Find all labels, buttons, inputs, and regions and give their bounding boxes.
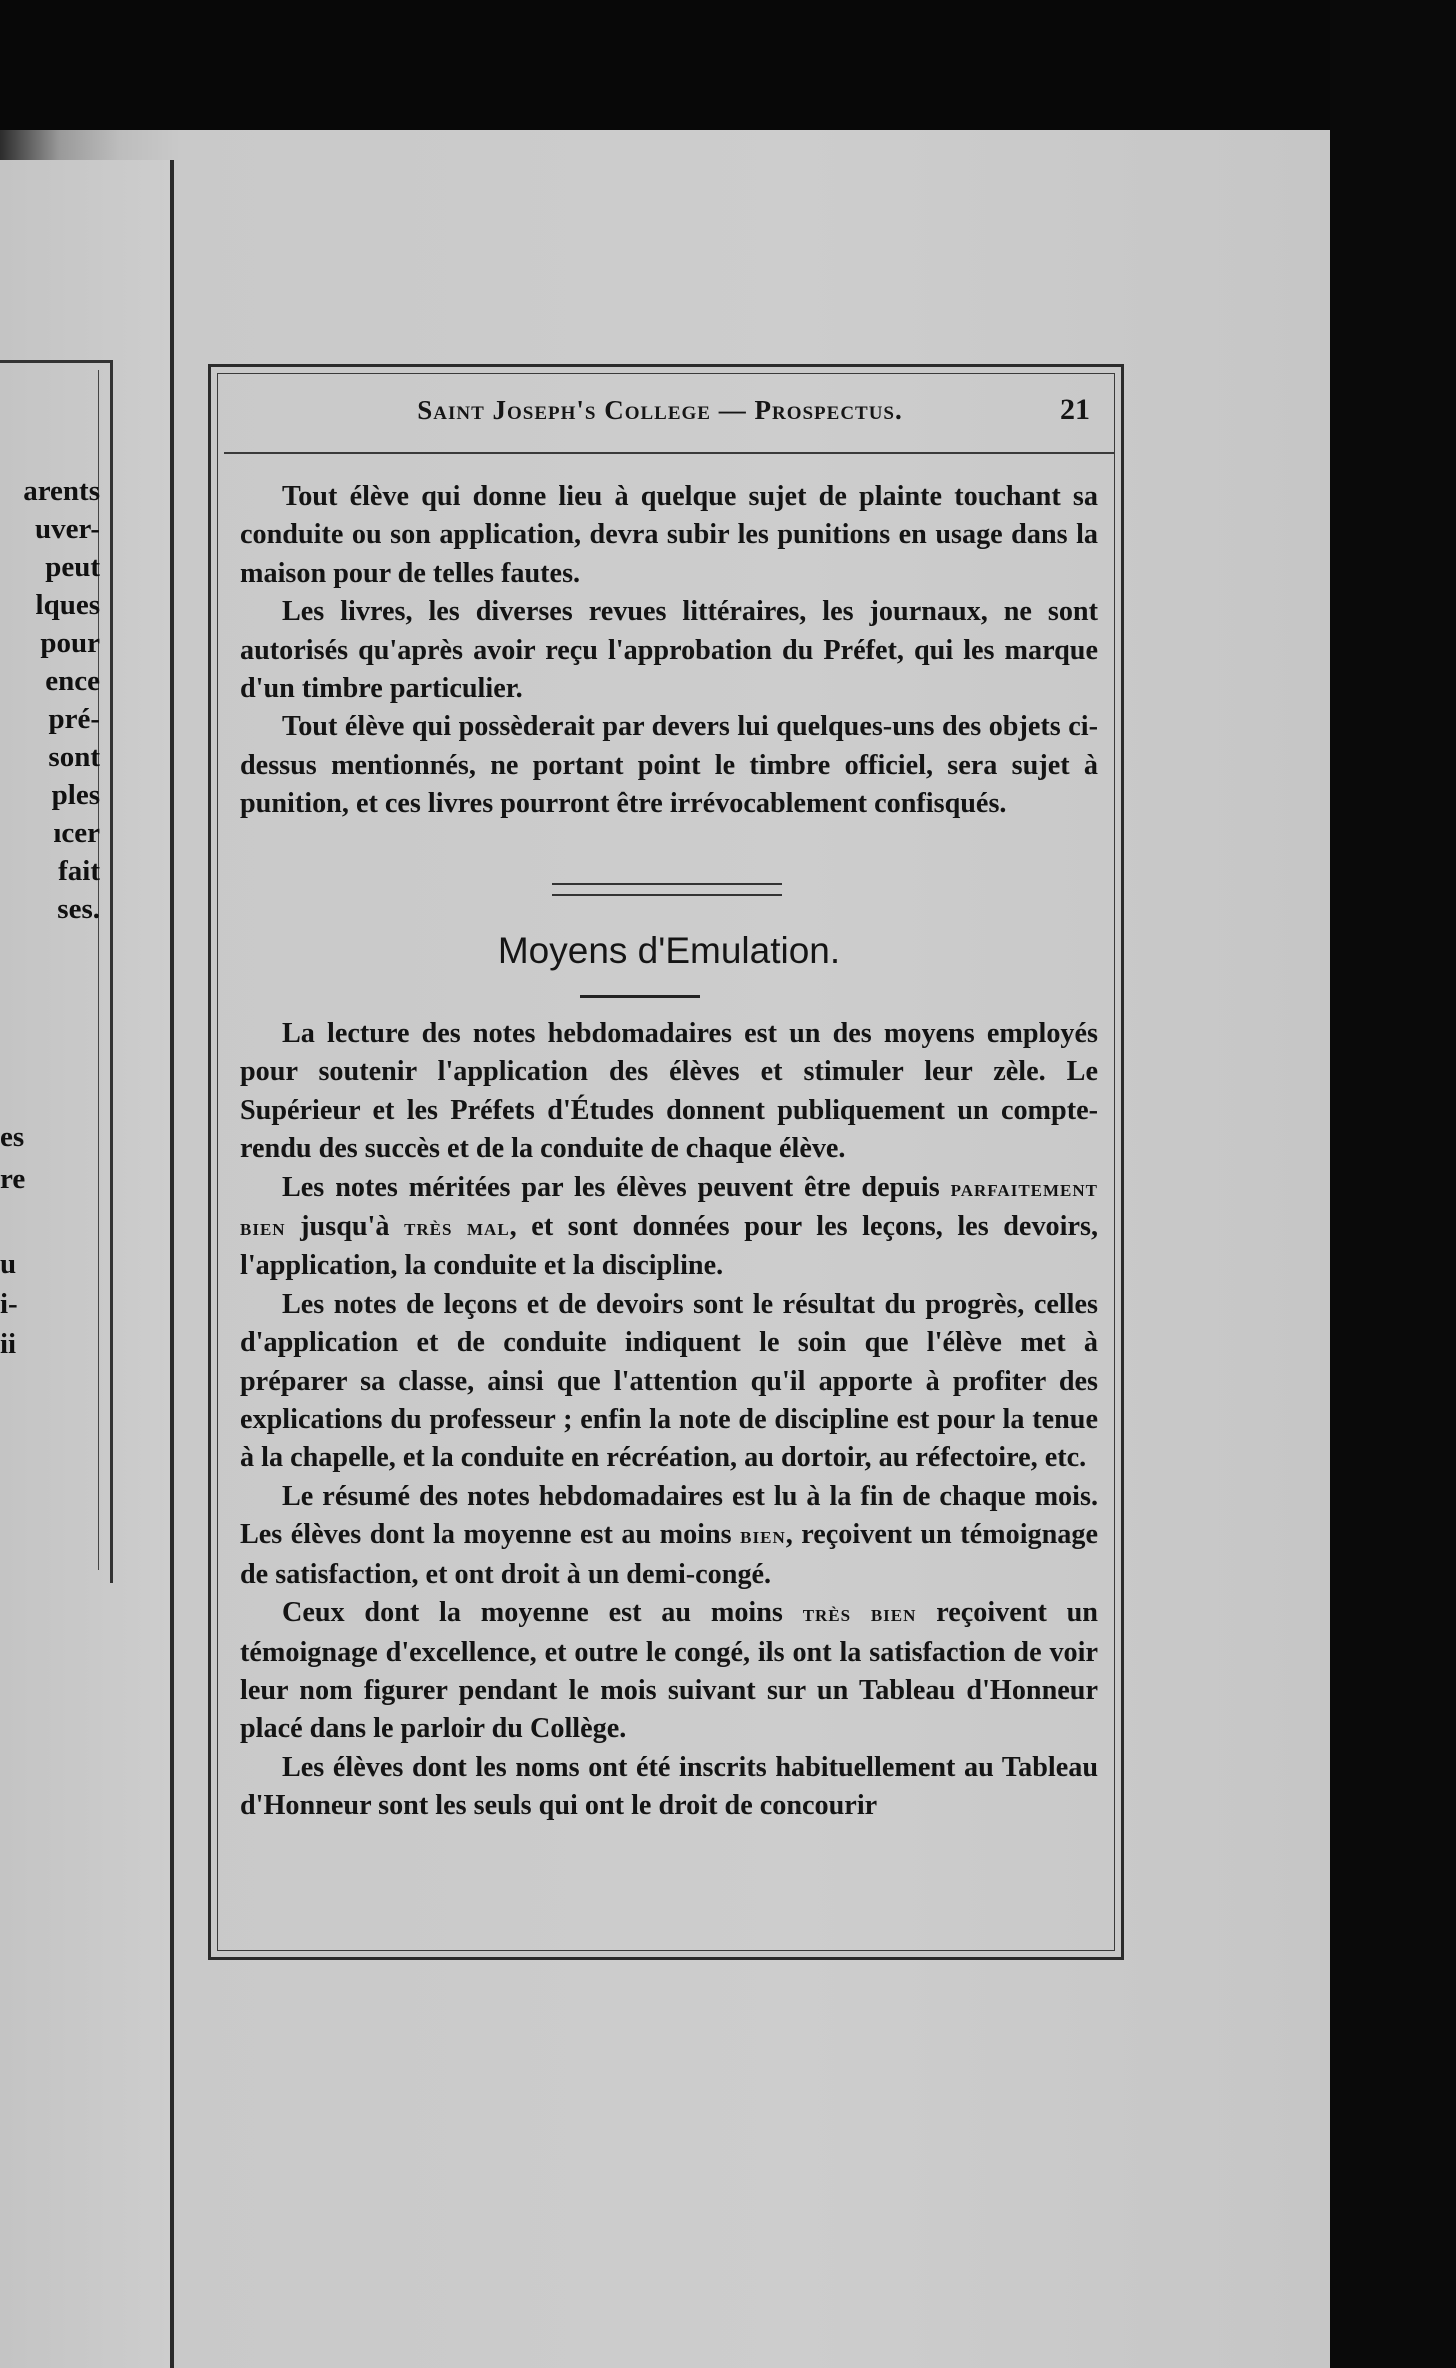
paragraph: Les notes de leçons et de devoirs sont le résultat du progrès, celles d'application et de conduite indiquent le soin que l'élève met à préparer sa classe, ainsi que l'attention qu'il apporte à profiter des explications du professeur ; enfin la note de discipline est pour la tenue à la chapelle, et la conduite en récréation, au dortoir, au réfectoire, etc. <box>240 1288 1098 1474</box>
paragraph: Les élèves dont les noms ont été inscrits habituellement au Tableau d'Honneur sont les seuls qui ont le droit de concourir <box>240 1751 1098 1822</box>
small-caps-term: très bien <box>802 1601 917 1628</box>
fragment-line: ples <box>51 779 100 811</box>
paragraph: Tout élève qui possèderait par devers lui quelques-uns des objets ci-dessus mentionnés, ne portant point le timbre officiel, sera sujet à punition, et ces livres pourront être irrévocablement confisqués. <box>240 711 1098 820</box>
section-title-rule <box>580 995 700 998</box>
section-title: Moyens d'Emulation. <box>497 930 841 971</box>
paragraph <box>240 1478 1098 1594</box>
small-caps-term: parfaitement bien <box>240 1175 1098 1242</box>
paragraph-text: Ceux dont la moyenne est au moins <box>282 1597 803 1629</box>
fragment-line: lques <box>35 589 100 621</box>
fragment-line: uver- <box>35 513 100 545</box>
paragraph-text: La lecture des notes hebdomadaires est un des moyens employés pour soutenir l'application des élèves et stimuler leur zèle. Le Supérieur et les Préfets d'Études donnent publiquement un compte-rendu des succès et de la conduite de chaque élève. <box>240 1018 1098 1165</box>
paragraph <box>240 1015 1098 1169</box>
running-title: Saint Joseph's College — Prospectus. <box>417 395 903 425</box>
fragment-line: sont <box>48 741 100 773</box>
fragment-line: u <box>0 1248 17 1280</box>
section-separator-double-rule <box>552 883 782 896</box>
fragment-line: re <box>0 1163 26 1195</box>
paragraph-text: , reçoivent un témoignage de satisfaction, et ont droit à un demi-congé. <box>240 1519 1099 1590</box>
paragraph-text: jusqu'à <box>285 1211 405 1243</box>
fragment-line: pré- <box>48 703 100 735</box>
fragment-line: fait <box>58 855 100 887</box>
fragment-line: ii <box>0 1328 17 1360</box>
page-number: 21 <box>1060 393 1090 426</box>
paragraph-text: , et sont données pour les leçons, les devoirs, l'application, la conduite et la discipline. <box>240 1211 1098 1282</box>
body-text-section <box>240 1015 1098 1826</box>
running-head <box>240 395 1090 439</box>
fragment-line: pour <box>40 627 100 659</box>
body-text-top <box>240 478 1098 824</box>
paragraph <box>240 1169 1098 1286</box>
fragment-line: ence <box>45 665 100 697</box>
fragment-line: es <box>0 1121 25 1153</box>
fragment-line: i- <box>0 1288 18 1320</box>
fragment-line: peut <box>45 551 100 583</box>
adjacent-page-fragment <box>0 160 174 2368</box>
scan-border-top <box>0 0 1456 130</box>
paragraph <box>240 1594 1098 1749</box>
small-caps-term: bien <box>740 1523 786 1550</box>
paragraph: Les livres, les diverses revues littéraires, les journaux, ne sont autorisés qu'après avoir reçu l'approbation du Préfet, qui les marque d'un timbre particulier. <box>240 596 1098 705</box>
small-caps-term: très mal <box>404 1215 510 1242</box>
paragraph-text: reçoivent un témoignage d'excellence, et outre le congé, ils ont la satisfaction de voir leur nom figurer pendant le mois suivant sur un Tableau d'Honneur placé dans le parloir du Collège. <box>240 1597 1098 1745</box>
fragment-line: ses. <box>57 893 100 925</box>
paragraph: Tout élève qui donne lieu à quelque sujet de plainte touchant sa conduite ou son application, devra subir les punitions en usage dans la maison pour de telles fautes. <box>240 481 1098 589</box>
paragraph-text: Le résumé des notes hebdomadaires est lu à la fin de chaque mois. Les élèves dont la moyenne est au moins <box>240 1480 1098 1551</box>
scan-border-right <box>1330 0 1456 2368</box>
header-rule <box>224 452 1114 454</box>
paragraph-text: Les notes méritées par les élèves peuvent être depuis <box>282 1171 951 1203</box>
fragment-line: arents <box>23 475 100 507</box>
fragment-line: ıcer <box>53 817 100 849</box>
